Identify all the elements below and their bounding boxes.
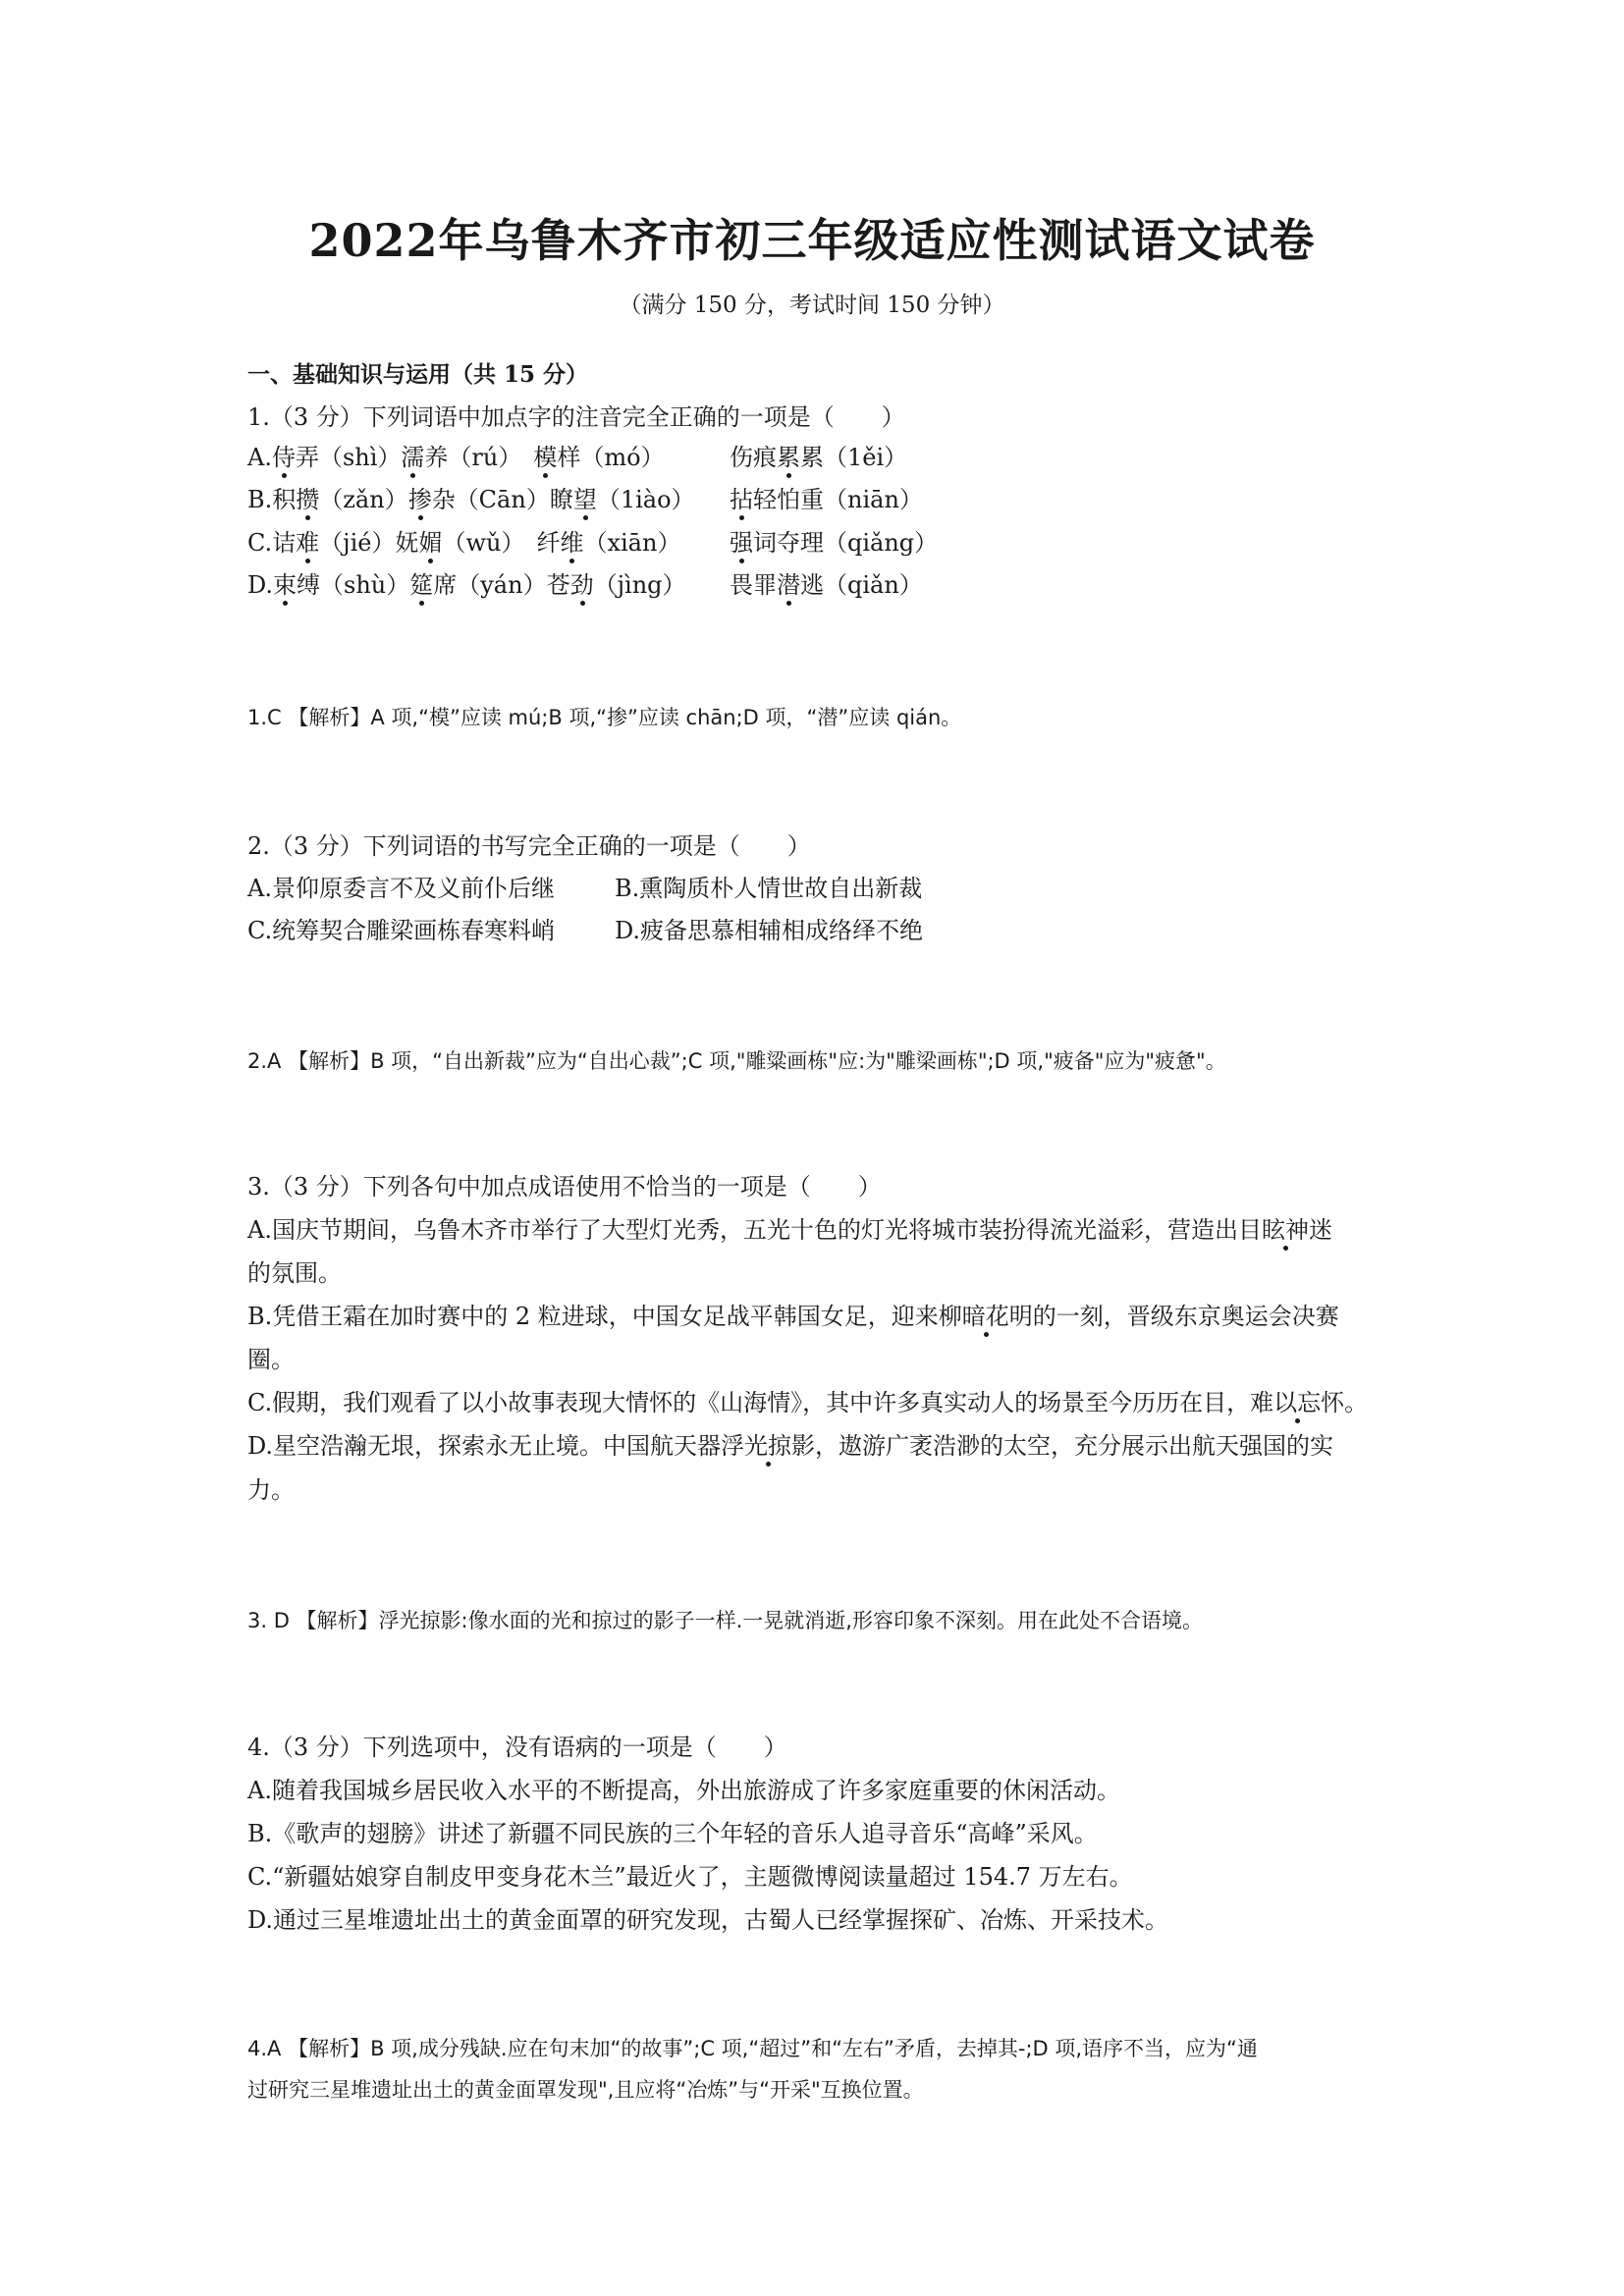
answer-1: 1.C 【解析】A 项,“模”应读 mú;B 项,“掺”应读 chān;D 项，“潜”应读 qián。 <box>247 706 962 729</box>
exam-title: 2022年乌鲁木齐市初三年级适应性测试语文试卷 <box>308 214 1316 267</box>
exam-subtitle: （满分 150 分，考试时间 150 分钟） <box>619 293 1005 318</box>
q4-option-d: D.通过三星堆遗址出土的黄金面罩的研究发现，古蜀人已经掌握探矿、冶炼、开采技术。 <box>247 1906 1169 1934</box>
q2-option-b: B.熏陶质朴人情世故自出新裁 <box>615 875 923 902</box>
q1-option-a-word: 伤痕累累（1ěi） <box>730 444 908 471</box>
q1-option-b: B.积攒（zǎn）掺杂（Cān）瞭望（1iào） <box>247 486 695 513</box>
q4-option-a: A.随着我国城乡居民收入水平的不断提高，外出旅游成了许多家庭重要的休闲活动。 <box>247 1777 1120 1804</box>
q3-option-b: B.凭借王霜在加时赛中的 2 粒进球，中国女足战平韩国女足，迎来柳暗花明的一刻，晋级东京奥运会决赛 <box>247 1303 1339 1330</box>
q3-option-d-cont: 力。 <box>247 1476 295 1504</box>
question-1-stem: 1.（3 分）下列词语中加点字的注音完全正确的一项是（ ） <box>247 403 905 431</box>
question-3-stem: 3.（3 分）下列各句中加点成语使用不恰当的一项是（ ） <box>247 1173 882 1201</box>
q2-option-d: D.疲备思慕相辅相成络绎不绝 <box>615 917 924 944</box>
answer-4-line-2: 过研究三星堆遗址出土的黄金面罩发现",且应将“冶炼”与“开采"互换位置。 <box>247 2078 924 2102</box>
q3-option-a-cont: 的氛围。 <box>247 1259 342 1287</box>
q1-option-d: D.束缚（shù）筵席（yán）苍劲（jìng） <box>247 571 686 599</box>
answer-2: 2.A 【解析】B 项，“自出新裁”应为“自出心裁”;C 项,"雕粱画栋"应:为"雕梁画栋";D 项,"疲备"应为"疲惫"。 <box>247 1049 1226 1073</box>
q1-option-c: C.诘难（jié）妩媚（wǔ） 纤维（xiān） <box>247 529 681 557</box>
q4-option-c: C.“新疆姑娘穿自制皮甲变身花木兰”最近火了，主题微博阅读量超过 154.7 万左右。 <box>247 1863 1133 1891</box>
question-2-stem: 2.（3 分）下列词语的书写完全正确的一项是（ ） <box>247 832 811 860</box>
q3-option-d: D.星空浩瀚无垠，探索永无止境。中国航天器浮光掠影，遨游广袤浩渺的太空，充分展示出航天强国的实 <box>247 1432 1334 1460</box>
idiom-dotted: 浮光掠影 <box>721 1432 816 1460</box>
idiom-dotted: 难以忘怀 <box>1250 1389 1345 1416</box>
answer-4-line-1: 4.A 【解析】B 项,成分残缺.应在句末加“的故事”;C 项,“超过”和“左右”矛盾，去掉其-;D 项,语序不当，应为“通 <box>247 2037 1258 2060</box>
question-4-stem: 4.（3 分）下列选项中，没有语病的一项是（ ） <box>247 1734 787 1761</box>
q1-option-a: A.侍弄（shì）濡养（rú） 模样（mó） <box>247 444 665 471</box>
q2-option-c: C.统筹契合雕梁画栋春寒料峭 <box>247 917 556 944</box>
q1-option-d-word: 畏罪潜逃（qiǎn） <box>730 571 923 599</box>
q3-option-b-cont: 圈。 <box>247 1346 295 1373</box>
q1-option-c-word: 强词夺理（qiǎng） <box>730 529 939 557</box>
section-heading: 一、基础知识与运用（共 15 分） <box>247 361 589 388</box>
q1-option-b-word: 拈轻怕重（niān） <box>730 486 923 513</box>
answer-3: 3. D 【解析】浮光掠影:像水面的光和掠过的影子一样.一晃就消逝,形容印象不深刻。用在此处不合语境。 <box>247 1609 1203 1632</box>
q3-option-c: C.假期，我们观看了以小故事表现大情怀的《山海情》，其中许多真实动人的场景至今历历在目，难以忘怀。 <box>247 1389 1369 1416</box>
q3-option-a: A.国庆节期间，乌鲁木齐市举行了大型灯光秀，五光十色的灯光将城市装扮得流光溢彩，营造出目眩神迷 <box>247 1216 1332 1244</box>
idiom-dotted: 柳暗花明 <box>938 1303 1033 1330</box>
q4-option-b: B.《歌声的翅膀》讲述了新疆不同民族的三个年轻的音乐人追寻音乐“高峰”采风。 <box>247 1820 1098 1847</box>
idiom-dotted: 目眩神迷 <box>1237 1216 1332 1244</box>
q2-option-a: A.景仰原委言不及义前仆后继 <box>247 875 555 902</box>
